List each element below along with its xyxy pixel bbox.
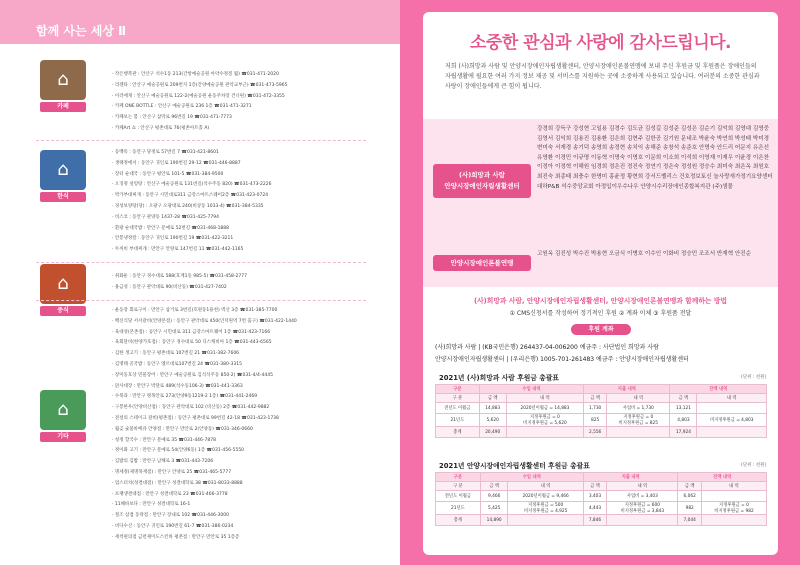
other-list (112, 306, 297, 544)
table-cell: 비지정후원금 = 4,803 (697, 414, 767, 427)
table-cell: 지정후원금 = 0 비지정후원금 = 982 (701, 502, 766, 515)
section-title: 함께 사는 세상 Ⅱ (36, 24, 126, 38)
table-group-header: 수입 내역 (479, 385, 583, 394)
category-badge-korean: 한식 (40, 192, 86, 202)
store-item: · 박가부대찌개 : 동안구 시민대로311 금강스마트스퀘어2층 ☎031-423-0724 (112, 193, 269, 199)
table-column-header: 내 역 (508, 482, 583, 491)
table-cell: 4,803 (670, 414, 697, 427)
table-cell (506, 427, 584, 438)
table-cell: 2,556 (584, 427, 607, 438)
table-row (436, 427, 767, 438)
table-group-header: 구분 (436, 385, 480, 394)
category-badge-cafe: 카페 (40, 102, 86, 112)
store-item: · 카페보는 봄 : 안산구 삼막로 96번길 19 ☎031-471-7773 (112, 115, 232, 121)
table-row (436, 502, 767, 515)
category-cafe (40, 60, 90, 112)
table-cell: 2020년이월금 = 14,883 (506, 403, 584, 414)
table-cell: 6,062 (678, 491, 701, 502)
divider (36, 262, 366, 263)
table-cell: 사업비 = 1,730 (607, 403, 670, 414)
table-cell: 4,443 (583, 502, 606, 515)
store-item: · 월곶 숯불바베큐 안양점 : 만안구 만안로 2(안양동) ☎031-346-0660 (112, 426, 253, 432)
table-column-header: 내 역 (607, 394, 670, 403)
table-column-header: 금 액 (479, 394, 506, 403)
table-group-header: 구분 (436, 473, 481, 482)
cafe-building-icon: ⌂ (40, 60, 86, 100)
divider (36, 300, 366, 301)
league-label: 안양시장애인론볼연맹 (433, 255, 531, 271)
table1 (435, 384, 767, 438)
table-cell: 14,890 (480, 515, 508, 526)
store-item: · 안봉냉정칼 : 동안구 귀인로 190번길 19 ☎031-422-3211 (112, 236, 234, 242)
table-row (436, 414, 767, 427)
table-cell (508, 515, 583, 526)
support-methods: ① CMS신청서를 작성하여 정기적인 후원 ② 계좌 이체 ③ 후원품 전달 (509, 310, 692, 317)
store-item: · 엄스터치(성결대점) : 만안구 성결대학로 38 ☎031-8033-8888 (112, 480, 243, 486)
table-cell: 전년도 이월금 (436, 403, 480, 414)
store-item: · 작은행복관 : 안산구 석수1동 213(간항예술공원 아약수정질 월) ☎031-471-2020 (112, 72, 279, 77)
table-group-header: 지출 내역 (583, 473, 678, 482)
table-cell (697, 403, 767, 414)
table-group-header: 잔액 내역 (678, 473, 767, 482)
table-cell: 사업비 = 3,403 (607, 491, 678, 502)
table-row (436, 491, 767, 502)
table-cell: 지정후원금 = 0 비지정후원금 = 5,620 (506, 414, 584, 427)
table-row (436, 515, 767, 526)
store-item: · 경성보양탕(당) : 오광구 오광대로 240(비상동 1033-4) ☎031-384-5335 (112, 203, 264, 209)
table-cell: 5,425 (480, 502, 508, 515)
table-cell: 3,403 (583, 491, 606, 502)
store-item: · 명세정(제명목재점) : 만안구 안양로 25 ☎031-465-5777 (112, 469, 232, 475)
chinese-building-icon: ⌂ (40, 264, 86, 304)
category-korean (40, 150, 90, 202)
table2-unit: (단위 : 천원) (741, 463, 767, 468)
table-cell: 5,620 (479, 414, 506, 427)
store-item: · 육회달비(한양가호점) : 동안구 경수대로 50 디스캐비아 1층 ☎031-443-6565 (112, 340, 272, 346)
store-item: · 용금성 : 동안구 관악대로 90(비산동) ☎031-427-7402 (112, 284, 227, 290)
table-cell: 9,466 (480, 491, 508, 502)
table-cell: 825 (584, 414, 607, 427)
store-item: · 비스코 : 동안구 관양동 1437-28 ☎031-425-7794 (112, 214, 219, 220)
table-cell: 7,846 (583, 515, 606, 526)
intro-text: 저희 (사)희망과 사람 및 안양시장애인자립생활센터, 안양시장애인론볼연맹에 보내 주신 후원금 및 후원품은 장애인들의 자립생활에 필요한 여러 가지 정보 제공 및 서비스를 지원하는 곳에 소중하게 사용되고 있습니다. 여러분의 소중한 관심과 사랑이 장애인들에게 큰 힘이 됩니다. (445, 63, 760, 91)
table-group-header: 잔액 내역 (670, 385, 767, 394)
support-howto: (사)희망과 사람, 안양시장애인자립생활센터, 안양시장애인론볼연맹과 함께하는 방법 (473, 297, 727, 305)
category-chinese (40, 264, 90, 316)
divider (36, 140, 366, 141)
store-item: · 프랭생결대점 : 만안구 성결대학로 23 ☎031-466-3778 (112, 491, 228, 497)
table2-title: 2021년 안양시장애인자립생활센터 후원금 총괄표 (439, 462, 590, 470)
table-cell: 전년도 이월금 (436, 491, 481, 502)
table-cell: 14,883 (479, 403, 506, 414)
store-item: · 정이화 고기 : 만안구 문예로 54(안양6동) 1층 ☎031-456-5550 (112, 448, 245, 454)
store-item: · 리젠타 : 안산구 예술공원로 209번지 1층(간양예술공원 관악교부근) ☎031-473-5965 (112, 82, 288, 88)
store-item: · 비다수산 : 동안구 귀인로 190번길 61-7 ☎031-386-0234 (112, 523, 234, 529)
table-cell: 13,121 (670, 403, 697, 414)
table-column-header: 내 역 (607, 482, 678, 491)
category-badge-chinese: 중식 (40, 306, 86, 316)
store-item: · 생태정에서 : 동안구 귀인로 190번길 29-12 ☎031-446-8887 (112, 160, 241, 166)
table-column-header: 구 분 (436, 394, 480, 403)
table-cell: 총계 (436, 427, 480, 438)
store-item: · 세척편의점 금련제이도스킨바 평촌점 : 만안구 만안로 35 1층층 (112, 534, 240, 540)
table2 (435, 472, 767, 526)
table-cell: 20,490 (479, 427, 506, 438)
store-item: · 김한 생고기 : 동안구 평촌대로 107번길 21 ☎031-382-7606 (112, 351, 240, 357)
chinese-list (112, 272, 247, 294)
table-cell: 지정후원금 = 0 비지정후원금 = 825 (607, 414, 670, 427)
table-cell: 지정후원금 = 500 비지정후원금 = 4,925 (508, 502, 583, 515)
table-column-header: 금 액 (584, 394, 607, 403)
section-header (0, 0, 400, 44)
table-cell (607, 427, 670, 438)
korean-building-icon: ⌂ (40, 150, 86, 190)
table-cell: 982 (678, 502, 701, 515)
store-item: · 수북과 : 만안구 병목안로 273(안양9동1219-2 1층) ☎031-441-2469 (112, 394, 258, 400)
store-item: · 김밥의 김밥 : 만안구 남해로 3 ☎031-443-7206 (112, 459, 214, 465)
account-line-1: (사)희망과 사람 | (KB국민은행) 264437-04-006200 예금주 : 사단법인 희망과 사람 (435, 344, 659, 351)
store-item: · 운동장 회로구이 : 만안구 삼거로 3번길(호원동1용천) 벽산 3층 ☎031-385-7700 (112, 308, 278, 313)
store-item: · 카페Art 쇼 : 안산구 평촌대로 76(평촌아트홀 A) (112, 125, 210, 131)
table1-unit: (단위 : 천원) (741, 375, 767, 380)
table-group-header: 수입 내역 (480, 473, 583, 482)
table-cell (701, 515, 766, 526)
category-badge-other: 기타 (40, 432, 86, 442)
store-item: · 취화둔 : 동안구 경수대로 588(호계1동 985-5) ☎031-458-2777 (112, 274, 247, 279)
league-donor-names: 고원옥 김진성 박수진 박용현 오금식 이병호 이수인 이화비 정승민 조조서 반재혁 안진순 (537, 251, 752, 257)
table-column-header: 금 액 (678, 482, 701, 491)
store-item: · 백신식당 서서갈비(안양본점) : 동안구 관악대로 450(인덕원역 7번 출구) ☎031-422-1440 (112, 318, 297, 324)
table-cell: 총계 (436, 515, 481, 526)
table-cell (697, 427, 767, 438)
store-item: · 장미동호상 민물장어 : 만안구 예술공원로 김석석주동 850-2) ☎031-4/4-4445 (112, 372, 273, 378)
store-item: · 구봉한우(안양비산점) : 동안구 관악대로 102 (비산동) 2층 ☎031-442-9882 (112, 405, 270, 411)
table1-title: 2021년 (사)희망과 사람 후원금 총괄표 (439, 374, 559, 382)
table-cell (701, 491, 766, 502)
thanks-card (423, 12, 778, 555)
table-cell (607, 515, 678, 526)
org-donor-names: 강경희 강득구 강성현 고일용 김경수 김도균 김성길 김성준 김성은 김순기 김억희 김영대 김영중 김영서 김익희 김용진 김용환 김은희 김현주 김한공 김기원 문네조 박윤숙 박연희 박성태 박미경 변미숙 서재경 송기덕 송영희 송정현 송치익 송해준 송창석 송준호 안명숙 안드리 어문지 유은선 유영환 이경민 이규명 이동혁 이명숙 이명호 이문희 이소희 이석희 이영재 이재우 이윤경 이은찬 이정아 이정혁 이해원 임경희 정은진 정진숙 정연기 정은숙 정성원 정승수 최미숙 최은옥 최원호 최진숙 최종태 최충수 한명미 홍윤정 황현희 강서드벨리스 건호정보토신 놀사랑새가정기요양센터 대하P&B 석수중앙교회 아정입이우수나우 안양시수리장애인종합복지관 (주)샘물 (537, 126, 773, 190)
store-item: · 닭사대장 : 만안구 박달로 489(석수동106-3) ☎031-441-3363 (112, 383, 243, 389)
table-column-header: 금 액 (670, 394, 697, 403)
table-cell: 17,924 (670, 427, 697, 438)
store-item: · 두꺼비 부대찌개 : 만안구 안양로 147번길 11 ☎031-442-1165 (112, 247, 244, 253)
account-line-2: 안양시장애인자립생활센터 | (우리은행) 1005-701-261483 예금주 : 안양시장애인자립생활센터 (435, 356, 689, 363)
store-item: · 카페 ONE BOTTLE : 안산구 예술공원로 236 1층 ☎031-471-3271 (112, 104, 252, 110)
store-item: · 철조 삼겹 동락점 : 만안구 장내로 102 ☎031-446-3000 (112, 513, 229, 519)
table-cell: 21년도 (436, 502, 481, 515)
store-item: · 김명태 골국밥 : 동안구 엘르대로107번길 24 ☎031-380-3315 (112, 361, 242, 367)
table-group-header: 지출 내역 (584, 385, 670, 394)
korean-list (112, 148, 272, 256)
table-cell: 지정후원금 = 600 비지정후원금 = 3,843 (607, 502, 678, 515)
table-column-header: 내 역 (701, 482, 766, 491)
org-label: (사)희망과 사람 안양시장애인자립생활센터 (433, 164, 531, 198)
store-item: · 전설의 스테이크 갈비(평촌점) : 동안구 평촌대로 99번길 42-18 ☎031-423-1738 (112, 415, 279, 421)
table-cell: 21년도 (436, 414, 480, 427)
store-item: · 11해바보다 : 만안구 성결대학로 16-1 (112, 502, 191, 508)
table-column-header: 내 역 (506, 394, 584, 403)
store-item: · 환광 순대국밥 : 만안구 문예로 52번길 ☎031-468-1888 (112, 225, 230, 231)
category-other (40, 390, 90, 442)
account-badge: 후원 계좌 (571, 324, 631, 335)
donor-box (423, 119, 778, 287)
cafe-list (112, 70, 288, 135)
table-cell: 2020년이월금 = 9,466 (508, 491, 583, 502)
table-column-header: 금 액 (480, 482, 508, 491)
store-item: · 육대성(본촌점) : 동안구 시민대로 311 금강스마트퀘어 1층 ☎031-423-7166 (112, 329, 271, 335)
store-item: · 이러에게 : 안산구 예술공원로 122-2(예술공원 운동주차장 건너편) ☎031-472-3355 (112, 93, 285, 99)
table-column-header: 구 분 (436, 482, 481, 491)
thanks-title: 소중한 관심과 사랑에 감사드립니다. (469, 33, 732, 53)
table-row (436, 403, 767, 414)
store-item: · 청정 할국수 : 만안구 문예로 35 ☎031-446-7878 (112, 437, 216, 443)
store-item: · 장터 순대국 : 동안구 평안로 101-5 ☎031-384-9500 (112, 171, 224, 177)
table-column-header: 금 액 (583, 482, 606, 491)
table-column-header: 내 역 (697, 394, 767, 403)
other-building-icon: ⌂ (40, 390, 86, 430)
store-item: · 오징정 설렁탕 : 안산구 예술공원로 131번길(석수주동 820) ☎031-473-2226 (112, 182, 272, 188)
table-cell: 7,044 (678, 515, 701, 526)
table-cell: 1,730 (584, 403, 607, 414)
store-item: · 동백록 : 동안구 당정로 57번길 7 ☎031-421-8601 (112, 150, 219, 155)
